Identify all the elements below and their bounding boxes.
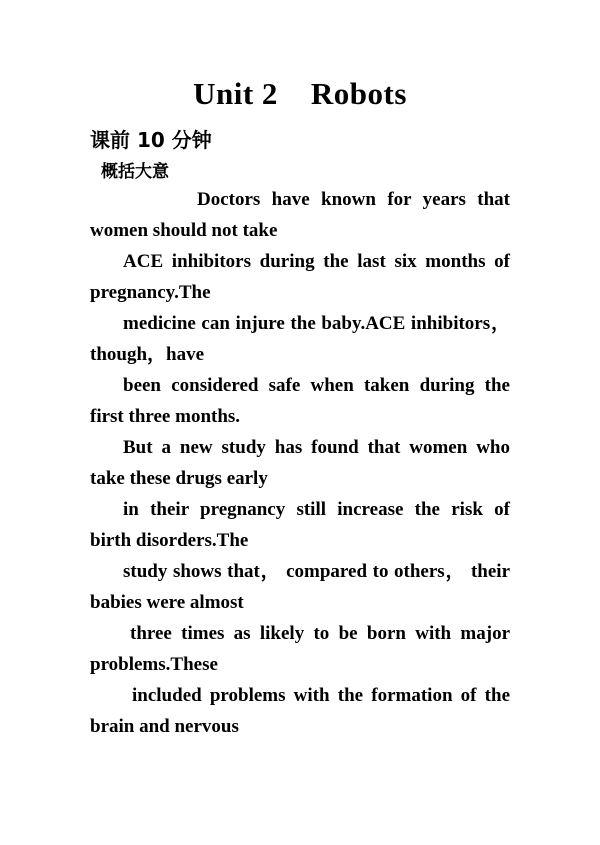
paragraph: But a new study has found that women who take these drugs early bbox=[90, 437, 510, 489]
paragraph: been considered safe when taken during the first three months. bbox=[90, 375, 510, 427]
page-title: Unit 2 Robots bbox=[193, 76, 407, 111]
section-heading: 课前 10 分钟 bbox=[90, 128, 212, 152]
paragraph: ACE inhibitors during the last six months of pregnancy.The bbox=[90, 251, 510, 303]
paragraph: Doctors have known for years that women should not take bbox=[90, 189, 510, 241]
paragraph: study shows that， compared to others， their babies were almost bbox=[90, 561, 510, 613]
article-body bbox=[90, 184, 510, 742]
paragraph: included problems with the formation of the brain and nervous bbox=[90, 685, 510, 737]
paragraph: in their pregnancy still increase the risk of birth disorders.The bbox=[90, 499, 510, 551]
subsection-heading: 概括大意 bbox=[101, 162, 169, 182]
paragraph: three times as likely to be born with major problems.These bbox=[90, 623, 510, 675]
paragraph: medicine can injure the baby.ACE inhibitors，though，have bbox=[90, 313, 510, 365]
